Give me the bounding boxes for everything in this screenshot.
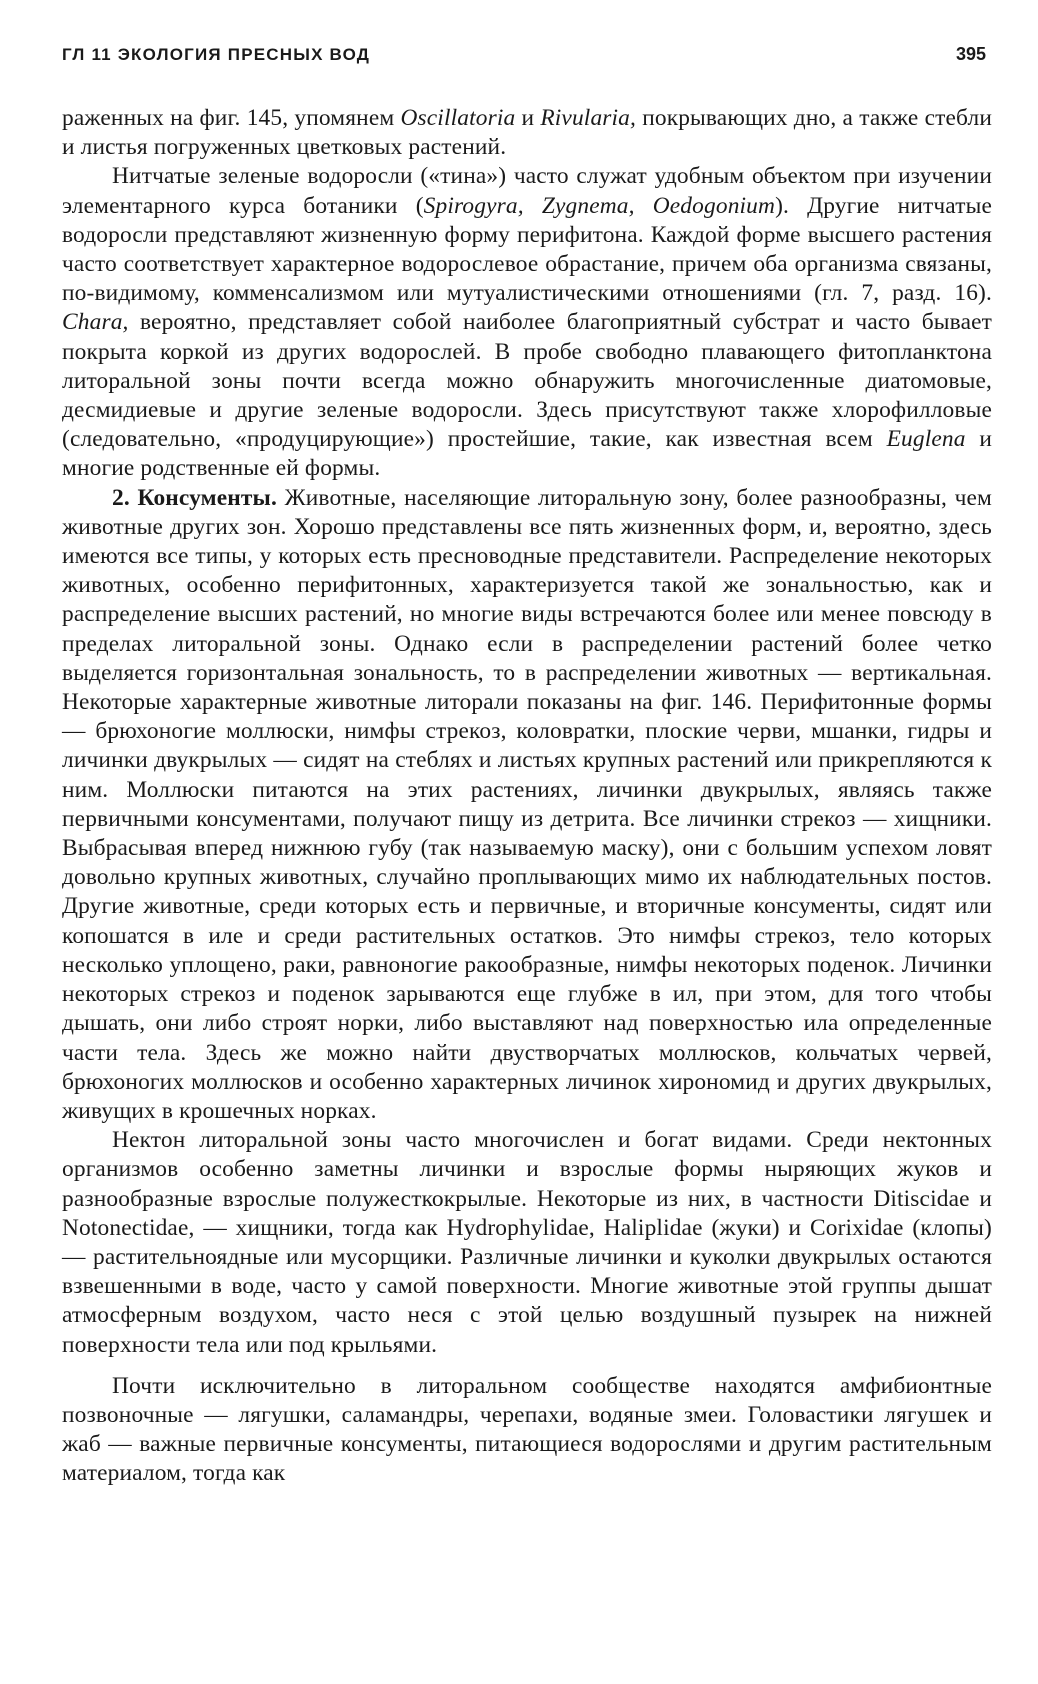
- running-head: [62, 44, 992, 74]
- text-run: вероятно, представляет собой наиболее благоприятный субстрат и часто бывает покрыта коркой из других водорослей. В пробе свободно плавающего фитопланктона литоральной зоны почти всегда можно обнаружить многочисленные диатомовые, десмидиевые и другие зеленые водоросли. Здесь присутствуют также хлорофилловые (следовательно, «продуцирующие») простейшие, такие, как известная всем: [62, 309, 992, 453]
- paragraph-nekton: [62, 1126, 992, 1360]
- paragraph-amphibians: [62, 1372, 992, 1489]
- page-number: 395: [955, 44, 986, 64]
- body-text: [62, 104, 992, 1489]
- book-page: [62, 44, 992, 1489]
- taxon-name: Euglena: [886, 426, 966, 453]
- text-run: и: [515, 105, 541, 131]
- text-run: и многие родственные ей формы.: [62, 426, 992, 482]
- text-run: покрывающих дно, а также стебли и листья погруженных цветковых растений.: [62, 105, 992, 161]
- text-run: Нектон литоральной зоны часто многочислен и богат видами. Среди нектонных организмов особенно заметны личинки и взрослые формы ныряющих жуков и разнообразные взрослые полужесткокрылые. Некоторые из них, в частности Ditiscidae и Notonectidae, — хищники, тогда как Hydrophylidae, Haliplidae (жуки) и Corixidae (клопы) — растительноядные или мусорщики. Различные личинки и куколки двукрылых остаются взвешенными в воде, часто у самой поверхности. Многие животные этой группы дышат атмосферным воздухом, часто неся с этой целью воздушный пузырек на нижней поверхности тела или под крыльями.: [62, 1127, 992, 1358]
- paragraph-consumers: [62, 484, 992, 1126]
- paragraph-continuation: [62, 104, 992, 162]
- taxon-name: Spirogyra, Zygnema, Oedogonium: [423, 192, 776, 219]
- section-heading: 2. Консументы.: [112, 484, 277, 511]
- taxon-name: Oscillatoria: [400, 105, 516, 131]
- text-run: Животные, населяющие литоральную зону, более разнообразны, чем животные других зон. Хорошо представлены все пять жизненных форм, и, вероятно, здесь имеются все типы, у которых есть пресноводные представители. Распределение некоторых животных, особенно перифитонных, характеризуется такой же зональностью, как и распределение высших растений, но многие виды встречаются более или менее повсюду в пределах литоральной зоны. Однако если в распределении растений более четко выделяется горизонтальная зональность, то в распределении животных — вертикальная. Некоторые характерные животные литорали показаны на фиг. 146. Перифитонные формы — брюхоногие моллюски, нимфы стрекоз, коловратки, плоские черви, мшанки, гидры и личинки двукрылых — сидят на стеблях и листьях крупных растений или прикрепляются к ним. Моллюски питаются на этих растениях, личинки двукрылых, являясь также первичными консументами, получают пищу из детрита. Все личинки стрекоз — хищники. Выбрасывая вперед нижнюю губу (так называемую маску), они с большим успехом ловят довольно крупных животных, случайно проплывающих мимо их наблюдательных постов. Другие животные, среди которых есть и первичные, и вторичные консументы, сидят или копошатся в иле и среди растительных остатков. Это нимфы стрекоз, тело которых несколько уплощено, раки, равноногие ракообразные, нимфы некоторых поденок. Личинки некоторых стрекоз и поденок зарываются еще глубже в ил, при этом, для того чтобы дышать, они либо строят норки, либо выставляют над поверхностью ила определенные части тела. Здесь же можно найти двустворчатых моллюсков, кольчатых червей, брюхоногих моллюсков и особенно характерных личинок хирономид и других двукрылых, живущих в крошечных норках.: [62, 484, 993, 1124]
- taxon-name: Chara,: [62, 309, 129, 336]
- running-title: ГЛ 11 ЭКОЛОГИЯ ПРЕСНЫХ ВОД: [62, 45, 371, 64]
- taxon-name: Rivularia,: [540, 105, 637, 131]
- paragraph-algae: [62, 162, 992, 483]
- text-run: раженных на фиг. 145, упомянем: [62, 105, 401, 131]
- text-run: ). Другие нитчатые водоросли представляют жизненную форму перифитона. Каждой форме высшего растения часто соответствует характерное водорослевое обрастание, причем оба организма связаны, по-видимому, комменсализмом или мутуалистическими отношениями (гл. 7, разд. 16).: [62, 192, 993, 307]
- text-run: Нитчатые зеленые водоросли («тина») часто служат удобным объектом при изучении элементарного курса ботаники (: [62, 163, 992, 219]
- text-run: Почти исключительно в литоральном сообществе находятся амфибионтные позвоночные — лягушки, саламандры, черепахи, водяные змеи. Головастики лягушек и жаб — важные первичные консументы, питающиеся водорослями и другим растительным материалом, тогда как: [62, 1372, 992, 1487]
